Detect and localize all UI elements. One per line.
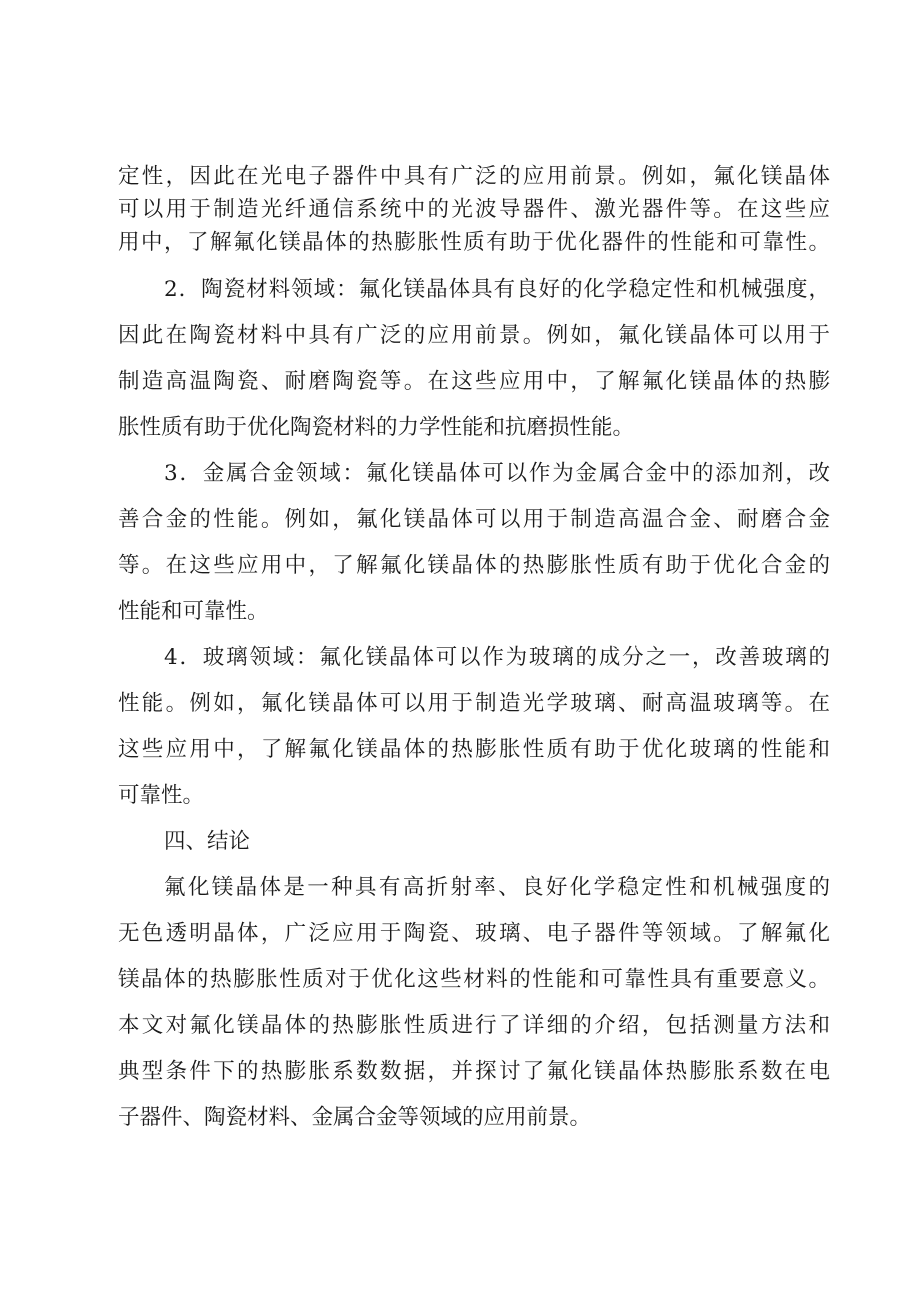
text-line: 胀性质有助于优化陶瓷材料的力学性能和抗磨损性能。 [118,415,635,440]
text-line: 镁晶体的热膨胀性质对于优化这些材料的性能和可靠性具有重要意义。 [118,967,830,992]
section-ceramics [118,267,830,451]
text-line: 2．陶瓷材料领域：氟化镁晶体具有良好的化学稳定性和机械强度， [164,277,830,302]
document-page [118,160,830,1141]
intro-paragraph [118,160,830,259]
text-line: 可靠性。 [118,783,205,808]
text-line: 定性，因此在光电子器件中具有广泛的应用前景。例如，氟化镁晶体 [118,164,830,189]
text-line: 用中，了解氟化镁晶体的热膨胀性质有助于优化器件的性能和可靠性。 [118,230,830,255]
text-line: 氟化镁晶体是一种具有高折射率、良好化学稳定性和机械强度的 [164,875,830,900]
section-glass [118,635,830,819]
section-heading: 四、结论 [164,829,251,854]
text-line: 子器件、陶瓷材料、金属合金等领域的应用前景。 [118,1105,592,1130]
text-line: 可以用于制造光纤通信系统中的光波导器件、激光器件等。在这些应 [118,197,830,222]
text-line: 3．金属合金领域：氟化镁晶体可以作为金属合金中的添加剂，改 [164,461,830,486]
text-line: 性能和可靠性。 [118,599,269,624]
text-line: 性能。例如，氟化镁晶体可以用于制造光学玻璃、耐高温玻璃等。在 [118,691,830,716]
text-line: 这些应用中，了解氟化镁晶体的热膨胀性质有助于优化玻璃的性能和 [118,737,830,762]
text-line: 本文对氟化镁晶体的热膨胀性质进行了详细的介绍，包括测量方法和 [118,1013,830,1038]
section-metal-alloys [118,451,830,635]
text-line: 4．玻璃领域：氟化镁晶体可以作为玻璃的成分之一，改善玻璃的 [164,645,830,670]
text-line: 制造高温陶瓷、耐磨陶瓷等。在这些应用中，了解氟化镁晶体的热膨 [118,369,830,394]
conclusion-section [118,819,830,1141]
text-line: 等。在这些应用中，了解氟化镁晶体的热膨胀性质有助于优化合金的 [118,553,830,578]
text-line: 无色透明晶体，广泛应用于陶瓷、玻璃、电子器件等领域。了解氟化 [118,921,830,946]
text-line: 典型条件下的热膨胀系数数据，并探讨了氟化镁晶体热膨胀系数在电 [118,1059,830,1084]
text-line: 因此在陶瓷材料中具有广泛的应用前景。例如，氟化镁晶体可以用于 [118,323,830,348]
text-line: 善合金的性能。例如，氟化镁晶体可以用于制造高温合金、耐磨合金 [118,507,830,532]
